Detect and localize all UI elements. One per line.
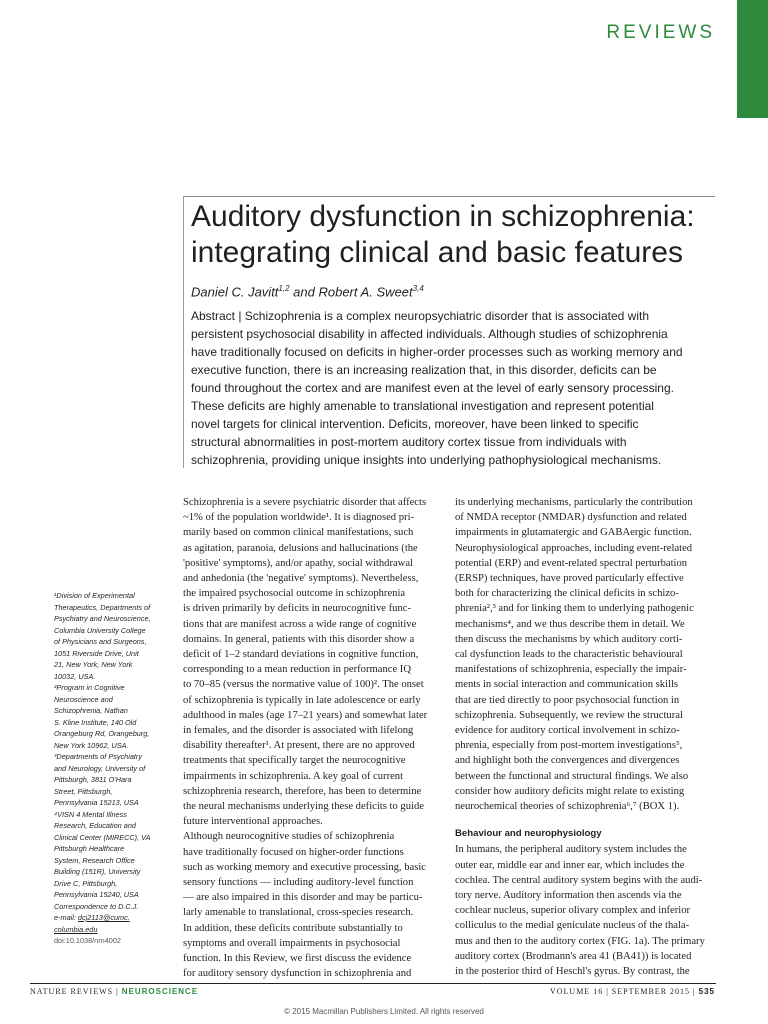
body-text-line: tions that are manifest across a wide range of cognitive: [183, 618, 417, 630]
footer-separator: |: [603, 987, 612, 996]
body-text-line: (ERSP) techniques, have proved particularly effective: [455, 573, 684, 585]
body-text-line: of NMDA receptor (NMDAR) dysfunction and related: [455, 512, 687, 524]
body-text-line: cal dysfunction leads to the characteristic behavioural: [455, 649, 683, 661]
email-link[interactable]: dcj2113@cumc.: [77, 913, 130, 922]
journal-section-name: NEUROSCIENCE: [121, 987, 199, 996]
body-text-line: colliculus to the medial geniculate nucleus of the thala-: [455, 920, 690, 932]
affiliations-sidebar: [54, 590, 174, 947]
body-column-2: [455, 495, 717, 979]
body-text-line: and highlight both the convergences and divergences: [455, 755, 680, 767]
footer-separator: |: [113, 987, 122, 996]
affiliation-line: New York 10962, USA.: [54, 740, 129, 750]
page-number: 535: [698, 987, 715, 996]
abstract-line: structural abnormalities in post-mortem auditory cortex tissue from individuals with: [191, 435, 627, 449]
body-text-line: future interventional approaches.: [183, 816, 323, 828]
author-connector: and: [289, 284, 319, 300]
body-text-line: then discuss the mechanisms by which auditory corti-: [455, 633, 683, 645]
footer-journal: [30, 987, 198, 996]
abstract-line: novel targets for clinical intervention. Deficits, moreover, have been linked to specific: [191, 417, 639, 431]
email-link-continued[interactable]: columbia.edu: [54, 924, 98, 934]
author-name: Robert A. Sweet: [318, 284, 413, 300]
affiliation-line: Pennsylvania 15213, USA: [54, 798, 139, 807]
affiliation-line: System, Research Office: [54, 855, 135, 865]
affiliation-lines: [54, 590, 174, 912]
title-line: integrating clinical and basic features: [191, 236, 683, 269]
body-text-line: potential (ERP) and event-related spectral perturbation: [455, 557, 688, 569]
affiliation-marker: 1,2: [278, 284, 290, 293]
email-line-continued: [54, 924, 174, 936]
journal-name: NATURE REVIEWS: [30, 987, 114, 996]
abstract-line: schizophrenia, providing unique insights into underlying pathophysiological mechanisms.: [191, 453, 662, 467]
body-column-2-section: [455, 842, 717, 979]
body-text-line: Neurophysiological approaches, including event-related: [455, 542, 693, 554]
body-text-line: schizophrenia. Subsequently, we review the structural: [455, 709, 683, 721]
body-text-line: In addition, these deficits contribute substantially to: [183, 922, 403, 934]
body-text-line: corresponding to a mean reduction in performance IQ: [183, 664, 411, 676]
section-label: REVIEWS: [606, 22, 715, 43]
body-text-line: marily based on common clinical manifestations, such: [183, 527, 414, 539]
body-text-line: phrenia²,³ and for linking them to underlying pathogenic: [455, 603, 694, 615]
body-text-line: mus and then to the auditory cortex (FIG. 1a). The primary: [455, 935, 705, 947]
abstract-line: found throughout the cortex and are manifest even at the level of early sensory processing.: [191, 381, 674, 395]
body-text-line: impairments in glutamatergic and GABAergic function.: [455, 527, 692, 539]
body-text-line: such as working memory and executive processing, basic: [183, 861, 426, 873]
affiliation-line: S. Kline Institute, 140 Old: [54, 717, 137, 727]
body-text-line: evidence for auditory cortical involvement in schizo-: [455, 725, 680, 737]
affiliation-line: ⁴VISN 4 Mental Illness: [54, 809, 127, 819]
section-heading: Behaviour and neurophysiology: [455, 828, 602, 840]
affiliation-line: Street, Pittsburgh,: [54, 786, 113, 796]
body-text-line: In humans, the peripheral auditory system includes the: [455, 844, 687, 856]
affiliation-line: 1051 Riverside Drive, Unit: [54, 648, 139, 658]
body-text-line: function. In this Review, we first discuss the evidence: [183, 953, 412, 965]
body-text-line: manifestations of schizophrenia, especially the impair-: [455, 664, 687, 676]
email-line: [54, 912, 174, 924]
body-text-line: the neural mechanisms underlying these deficits to guide: [183, 801, 424, 813]
body-text-line: the impaired psychosocial outcome in schizophrenia: [183, 588, 406, 600]
abstract-line: Abstract | Schizophrenia is a complex neuropsychiatric disorder that is associated with: [191, 309, 649, 323]
article-title: [191, 199, 731, 271]
body-text-line: domains. In general, patients with this disorder show a: [183, 633, 415, 645]
body-text-line: to 70–85 (versus the normative value of 100)². The onset: [183, 679, 424, 691]
body-text-line: ments in social interaction and communication skills: [455, 679, 679, 691]
body-text-line: auditory cortex (Brodmann's area 41 (BA41)) is located: [455, 950, 692, 962]
affiliation-line: Drive C, Pittsburgh,: [54, 878, 118, 888]
affiliation-line: Pennsylvania 15240, USA: [54, 890, 139, 899]
body-text-line: in females, and the disorder is associated with lifelong: [183, 725, 414, 737]
affiliation-line: ¹Division of Experimental: [54, 591, 135, 600]
footer-rule: [30, 983, 716, 984]
body-text-line: 'positive' symptoms), and/or apathy, social withdrawal: [183, 557, 413, 569]
affiliation-line: Schizophrenia, Nathan: [54, 706, 128, 715]
body-text-line: adulthood in males (age 17–21 years) and somewhat later: [183, 709, 428, 721]
body-text-line: tory nerve. Auditory information then ascends via the: [455, 890, 682, 902]
body-text-line: have traditionally focused on higher-order functions: [183, 846, 404, 858]
body-text-line: impairments in schizophrenia. A key goal of current: [183, 770, 404, 782]
affiliation-line: 10032, USA.: [54, 671, 96, 681]
body-text-line: as agitation, paranoia, delusions and hallucinations (the: [183, 542, 418, 554]
affiliation-line: ³Departments of Psychiatry: [54, 752, 142, 761]
body-text-line: that are tied directly to poor psychosocial function in: [455, 694, 680, 706]
body-text-line: and anhedonia (the 'negative' symptoms). Nevertheless,: [183, 573, 419, 585]
affiliation-line: Neuroscience and: [54, 694, 113, 704]
title-line: Auditory dysfunction in schizophrenia:: [191, 200, 695, 233]
issue-date: SEPTEMBER 2015: [611, 987, 691, 996]
affiliation-line: and Neurology, University of: [54, 763, 146, 773]
author-list: [191, 284, 424, 299]
body-text-line: Schizophrenia is a severe psychiatric disorder that affects: [183, 497, 427, 508]
body-text-line: ~1% of the population worldwide¹. It is diagnosed pri-: [183, 512, 415, 524]
body-text-line: of schizophrenia is typically in late adolescence or early: [183, 694, 421, 706]
affiliation-line: Psychiatry and Neuroscience,: [54, 614, 151, 623]
body-text-line: for auditory sensory dysfunction in schizophrenia and: [183, 968, 412, 980]
body-text-line: is driven primarily by deficits in neurocognitive func-: [183, 603, 411, 615]
abstract-line: persistent psychosocial disability in affected individuals. Although studies of schizophrenia: [191, 327, 668, 341]
footer-separator: |: [690, 987, 699, 996]
affiliation-line: 21, New York, New York: [54, 660, 133, 669]
body-text-line: — are also impaired in this disorder and may be particu-: [183, 892, 423, 904]
body-text-line: Although neurocognitive studies of schizophrenia: [183, 831, 395, 843]
abstract: [191, 307, 721, 469]
affiliation-line: Orangeburg Rd, Orangeburg,: [54, 729, 150, 738]
title-vertical-rule: [183, 196, 184, 468]
affiliation-line: ²Program in Cognitive: [54, 683, 125, 692]
volume: VOLUME 16: [549, 987, 604, 996]
affiliation-line: Pittsburgh Healthcare: [54, 844, 125, 853]
body-column-2-intro: [455, 495, 717, 814]
body-text-line: schizophrenia research, therefore, has been to determine: [183, 785, 422, 797]
body-text-line: cochlea. The central auditory system begins with the audi-: [455, 874, 703, 886]
affiliation-line: Building (151R), University: [54, 867, 141, 876]
affiliation-line: Clinical Center (MIRECC), VA: [54, 832, 151, 842]
body-text-line: mechanisms⁴, and we thus describe them in detail. We: [455, 618, 685, 630]
body-text-line: deficit of 1–2 standard deviations in cognitive function,: [183, 649, 419, 661]
affiliation-line: Correspondence to D.C.J.: [54, 901, 139, 911]
body-text-line: neurochemical theories of schizophrenia⁶,⁷ (BOX 1).: [455, 801, 680, 813]
affiliation-line: Research, Education and: [54, 821, 136, 830]
affiliation-line: Pittsburgh, 3811 O'Hara: [54, 775, 132, 784]
affiliation-marker: 3,4: [412, 284, 424, 293]
body-text-line: both for characterizing the clinical deficits in schizo-: [455, 588, 679, 600]
affiliation-line: Therapeutics, Departments of: [54, 602, 151, 612]
body-text-line: in the posterior third of Heschl's gyrus. By contrast, the: [455, 966, 690, 978]
body-text-line: treatments that specifically target the neurocognitive: [183, 755, 406, 767]
body-text-line: cochlear nucleus, superior olivary complex and inferior: [455, 905, 691, 917]
body-text-line: between the functional and structural findings. We also: [455, 770, 689, 782]
body-text-line: consider how auditory deficits might relate to existing: [455, 785, 685, 797]
abstract-line: These deficits are highly amenable to translational investigation and represent potential: [191, 399, 654, 413]
affiliation-line: of Physicians and Surgeons,: [54, 637, 147, 646]
abstract-line: have traditionally focused on deficits in higher-order processes such as working memory and: [191, 345, 683, 359]
affiliation-line: Columbia University College: [54, 625, 146, 635]
title-rule: [183, 196, 715, 197]
author-name: Daniel C. Javitt: [191, 284, 279, 300]
body-text-line: its underlying mechanisms, particularly the contribution: [455, 497, 693, 508]
body-text-line: symptoms and overall impairments in psychosocial: [183, 937, 401, 949]
section-accent-bar: [737, 0, 768, 118]
body-text-line: phrenia, especially from post-mortem investigations⁵,: [455, 740, 683, 752]
copyright: © 2015 Macmillan Publishers Limited. All rights reserved: [284, 1007, 484, 1016]
body-text-line: sensory functions — including auditory-level function: [183, 877, 414, 889]
body-text-line: outer ear, middle ear and inner ear, which includes the: [455, 859, 685, 871]
footer-issue-info: [550, 987, 715, 996]
abstract-line: executive function, there is an increasing realization that, in this disorder, deficits can be: [191, 363, 657, 377]
body-text-line: disability thereafter¹. At present, there are no approved: [183, 740, 415, 752]
email-label: e-mail:: [54, 913, 78, 922]
body-column-1: [183, 495, 445, 982]
body-text-line: larly amenable to translational, cross-species research.: [183, 907, 414, 919]
doi: doi:10.1038/nrn4002: [54, 936, 121, 945]
